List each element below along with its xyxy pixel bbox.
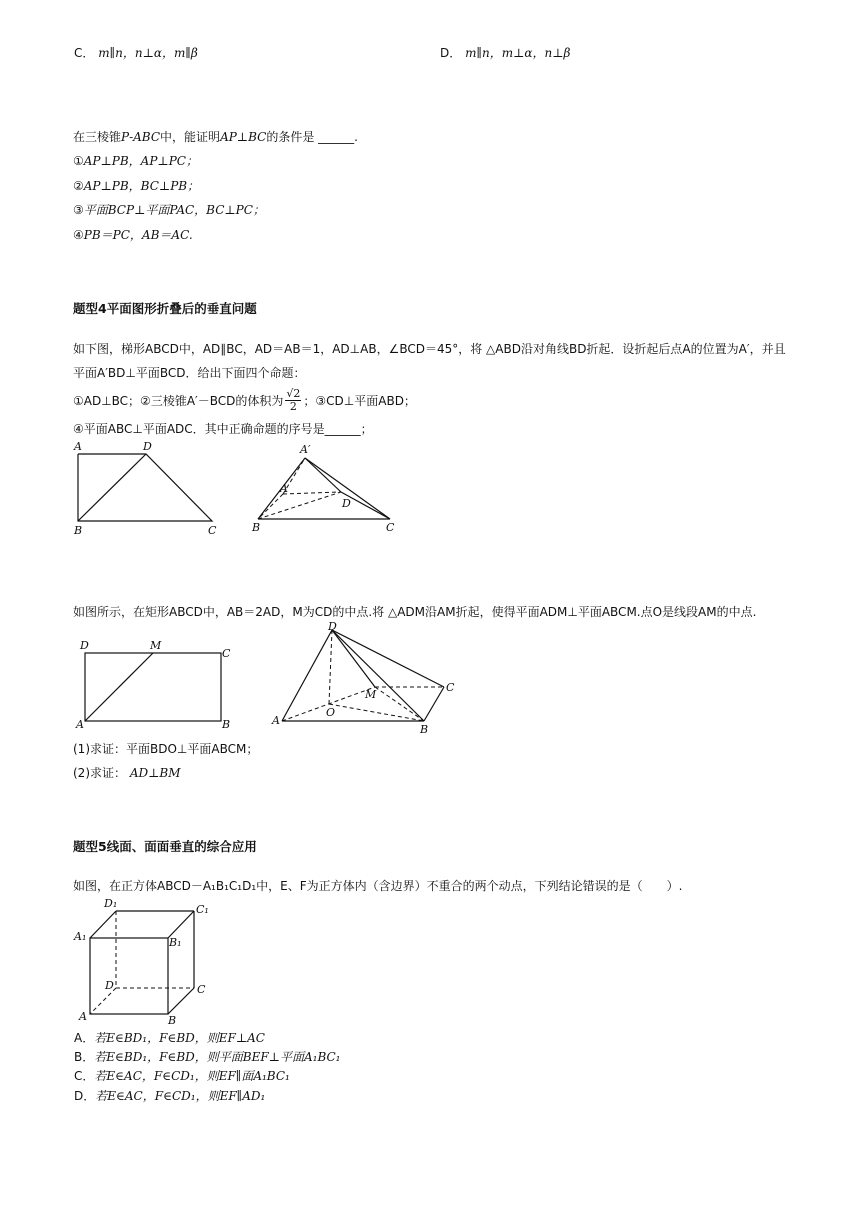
label-c1: C₁ bbox=[196, 903, 209, 916]
label-c: C bbox=[197, 983, 206, 996]
edge-dc bbox=[332, 630, 444, 687]
stem-text: 中，能证明 bbox=[160, 130, 221, 144]
item-num: ④ bbox=[73, 228, 84, 242]
edge-dm bbox=[332, 630, 375, 687]
folded-pyramid-figure bbox=[248, 441, 403, 537]
label-a: A bbox=[74, 440, 82, 453]
label-a: A bbox=[280, 482, 288, 495]
label-a: A bbox=[272, 714, 280, 727]
edge-ad bbox=[283, 492, 341, 494]
question-text: (2)求证： bbox=[73, 766, 126, 780]
edge-mb bbox=[375, 687, 424, 721]
cube-option-a bbox=[74, 1029, 265, 1046]
section-title: 题型4平面图形折叠后的垂直问题 bbox=[73, 301, 257, 316]
label-d1: D₁ bbox=[104, 897, 118, 910]
label-a-prime: A′ bbox=[300, 443, 311, 456]
tri-item bbox=[73, 177, 199, 194]
trapezoid-outline bbox=[78, 454, 212, 521]
label-d: D bbox=[328, 620, 337, 633]
tri-item bbox=[73, 152, 198, 169]
item-num: ① bbox=[73, 154, 84, 168]
tri-stem bbox=[73, 128, 358, 145]
fraction-numerator: √2 bbox=[286, 387, 301, 400]
fold-stem-line1: 如下图，梯形ABCD中，AD∥BC，AD＝AB＝1，AD⊥AB，∠BCD＝45°，将 △ABD沿对角线BD折起．设折起后点A的位置为A′，并且 bbox=[73, 342, 786, 356]
item-text: AP⊥PB，AP⊥PC； bbox=[83, 154, 198, 168]
option-key: C． bbox=[74, 1069, 95, 1083]
item-text: AP⊥PB，BC⊥PB； bbox=[83, 179, 200, 193]
edge-do bbox=[329, 630, 332, 704]
stem-text: 的条件是 ______. bbox=[266, 130, 358, 144]
fold-stem-line4: ④平面ABC⊥平面ADC．其中正确命题的序号是______； bbox=[73, 422, 373, 436]
section-title: 题型5线面、面面垂直的综合应用 bbox=[73, 839, 257, 854]
option-text: 若E∈AC，F∈CD₁，则EF∥面A₁BC₁ bbox=[94, 1069, 290, 1083]
option-math: m∥n，n⊥α，m∥β bbox=[98, 46, 198, 60]
folded-rectangle-figure bbox=[268, 620, 463, 738]
edge-da bbox=[282, 630, 332, 721]
cube-front-face bbox=[90, 938, 168, 1014]
edge-bc bbox=[424, 687, 444, 721]
edge-ab bbox=[258, 494, 283, 519]
rectangle-figure bbox=[72, 636, 237, 732]
label-d: D bbox=[342, 497, 351, 510]
fold-stem-line2: 平面A′BD⊥平面BCD．给出下面四个命题： bbox=[73, 366, 306, 380]
label-m: M bbox=[365, 688, 377, 701]
cube-option-d bbox=[74, 1087, 265, 1104]
label-a: A bbox=[79, 1010, 87, 1023]
edge-bd bbox=[258, 492, 341, 519]
label-b1: B₁ bbox=[169, 936, 182, 949]
edge-cb bbox=[168, 988, 194, 1014]
label-c: C bbox=[208, 524, 217, 537]
label-c: C bbox=[446, 681, 455, 694]
label-a1: A₁ bbox=[74, 930, 87, 943]
option-text: 若E∈AC，F∈CD₁，则EF∥AD₁ bbox=[95, 1089, 266, 1103]
option-key: C． bbox=[74, 46, 95, 60]
rect-question-2 bbox=[73, 764, 181, 781]
stem-text: ；③CD⊥平面ABD； bbox=[303, 394, 416, 408]
edge-a1d bbox=[305, 458, 341, 492]
stem-text: ①AD⊥BC；②三棱锥A′－BCD的体积为 bbox=[73, 394, 284, 408]
label-d: D bbox=[143, 440, 152, 453]
option-c bbox=[74, 44, 198, 61]
item-num: ③ bbox=[73, 203, 84, 217]
rect-question-1: (1)求证：平面BDO⊥平面ABCM； bbox=[73, 742, 259, 756]
rectangle-abcd bbox=[85, 653, 221, 721]
option-text: 若E∈BD₁，F∈BD，则EF⊥AC bbox=[94, 1031, 265, 1045]
trapezoid-figure bbox=[70, 437, 230, 541]
cube-option-c bbox=[74, 1067, 290, 1084]
label-o: O bbox=[326, 706, 336, 719]
fraction bbox=[285, 388, 301, 413]
cube-figure bbox=[70, 893, 220, 1028]
diagonal-bd bbox=[78, 454, 146, 521]
rect-stem: 如图所示，在矩形ABCD中，AB＝2AD，M为CD的中点.将 △ADM沿AM折起，使得平面ADM⊥平面ABCM.点O是线段AM的中点. bbox=[73, 605, 757, 619]
label-a: A bbox=[76, 718, 84, 731]
label-b: B bbox=[252, 521, 261, 534]
label-c: C bbox=[222, 647, 231, 660]
label-b: B bbox=[420, 723, 429, 736]
cube-stem: 如图，在正方体ABCD－A₁B₁C₁D₁中，E、F为正方体内（含边界）不重合的两个动点，下列结论错误的是（ ）. bbox=[73, 879, 683, 893]
fraction-denominator: 2 bbox=[289, 400, 297, 413]
item-text: PB＝PC，AB＝AC. bbox=[83, 228, 193, 242]
item-num: ② bbox=[73, 179, 84, 193]
option-key: D． bbox=[74, 1089, 96, 1103]
label-b: B bbox=[74, 524, 83, 537]
tri-item bbox=[73, 226, 193, 243]
item-text: 平面BCP⊥平面PAC，BC⊥PC； bbox=[83, 203, 265, 217]
segment-am bbox=[85, 653, 153, 721]
label-m: M bbox=[150, 639, 162, 652]
option-d bbox=[440, 44, 570, 61]
label-b: B bbox=[168, 1014, 177, 1027]
stem-math: P‑ABC bbox=[121, 130, 161, 144]
stem-text: 在三棱锥 bbox=[73, 130, 122, 144]
option-key: B． bbox=[74, 1050, 95, 1064]
fold-stem-line3 bbox=[73, 388, 416, 413]
label-c: C bbox=[386, 521, 395, 534]
cube-option-b bbox=[74, 1048, 340, 1065]
option-key: D． bbox=[440, 46, 462, 60]
edge-a1d1 bbox=[90, 911, 116, 938]
option-key: A． bbox=[74, 1031, 95, 1045]
question-math: AD⊥BM bbox=[129, 766, 181, 780]
label-d: D bbox=[105, 979, 114, 992]
label-b: B bbox=[222, 718, 231, 731]
option-text: 若E∈BD₁，F∈BD，则平面BEF⊥平面A₁BC₁ bbox=[94, 1050, 341, 1064]
label-d: D bbox=[80, 639, 89, 652]
stem-math: AP⊥BC bbox=[220, 130, 267, 144]
option-math: m∥n，m⊥α，n⊥β bbox=[465, 46, 571, 60]
edge-c1b1 bbox=[168, 911, 194, 938]
tri-item bbox=[73, 201, 265, 218]
